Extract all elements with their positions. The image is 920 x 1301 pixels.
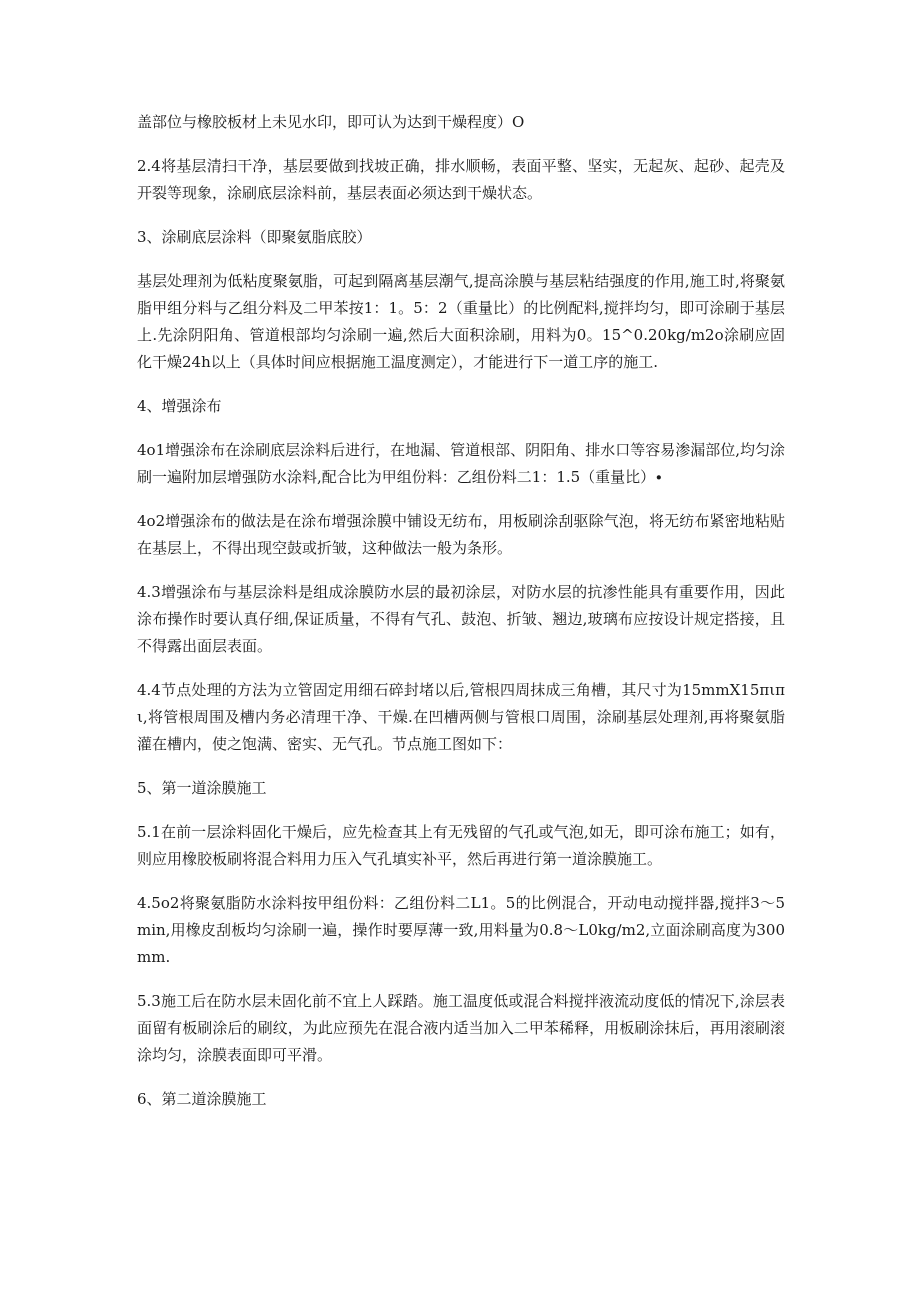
section-heading-5: 5、第一道涂膜施工 — [137, 779, 267, 797]
paragraph-5-3: 5.3施工后在防水层未固化前不宜上人踩踏。施工温度低或混合料搅拌液流动度低的情况下,涂层表面留有板刷涂后的刷纹，为此应预先在混合液内适当加入二甲苯稀释，用板刷涂抹后，再用滚刷滚涂均匀，涂膜表面即可平滑。 — [137, 992, 785, 1064]
section-heading-3: 3、涂刷底层涂料（即聚氨脂底胶） — [137, 228, 372, 246]
document-body — [137, 109, 785, 1130]
paragraph-2-4-base-cleaning: 2.4将基层清扫干净，基层要做到找坡正确，排水顺畅，表面平整、坚实，无起灰、起砂、起壳及开裂等现象，涂刷底层涂料前，基层表面必须达到干燥状态。 — [137, 157, 785, 202]
section-heading-4: 4、增强涂布 — [137, 397, 222, 415]
paragraph-4-2: 4o2增强涂布的做法是在涂布增强涂膜中铺设无纺布，用板刷涂刮驱除气泡，将无纺布紧密地粘贴在基层上，不得出现空鼓或折皱，这种做法一般为条形。 — [137, 512, 785, 557]
paragraph-base-treatment: 基层处理剂为低粘度聚氨脂，可起到隔离基层潮气,提高涂膜与基层粘结强度的作用,施工时,将聚氨脂甲组分料与乙组分料及二甲苯按1：1。5：2（重量比）的比例配料,搅拌均匀，即可涂刷于基层上.先涂阴阳角、管道根部均匀涂刷一遍,然后大面积涂刷，用料为0。15^0.20kg∕m2o涂刷应固化干燥24h以上（具体时间应根据施工温度测定），才能进行下一道工序的施工. — [137, 272, 785, 371]
paragraph-4-1: 4o1增强涂布在涂刷底层涂料后进行，在地漏、管道根部、阴阳角、排水口等容易渗漏部位,均匀涂刷一遍附加层增强防水涂料,配合比为甲组份料：乙组份料二1：1.5（重量比）∙ — [137, 441, 785, 486]
paragraph-4-3: 4.3增强涂布与基层涂料是组成涂膜防水层的最初涂层，对防水层的抗渗性能具有重要作用，因此涂布操作时要认真仔细,保证质量，不得有气孔、鼓泡、折皱、翘边,玻璃布应按设计规定搭接，且不得露出面层表面。 — [137, 583, 785, 655]
paragraph-5-1: 5.1在前一层涂料固化干燥后，应先检查其上有无残留的气孔或气泡,如无，即可涂布施工；如有，则应用橡胶板刷将混合料用力压入气孔填实补平，然后再进行第一道涂膜施工。 — [137, 823, 785, 868]
paragraph-drying-criteria: 盖部位与橡胶板材上未见水印，即可认为达到干燥程度）O — [137, 113, 525, 131]
paragraph-4-4: 4.4节点处理的方法为立管固定用细石碎封堵以后,管根四周抹成三角槽，其尺寸为15mmX15πιπι,将管根周围及槽内务必清理干净、干燥.在凹槽两侧与管根口周围，涂刷基层处理剂,再将聚氨脂灌在槽内，使之饱满、密实、无气孔。节点施工图如下： — [137, 681, 785, 753]
paragraph-4-5-2: 4.5o2将聚氨脂防水涂料按甲组份料：乙组份料二L1。5的比例混合，开动电动搅拌器,搅拌3～5min,用橡皮刮板均匀涂刷一遍，操作时要厚薄一致,用料量为0.8～L0kg∕m2,立面涂刷高度为300mm. — [137, 894, 785, 966]
section-heading-6: 6、第二道涂膜施工 — [137, 1090, 267, 1108]
